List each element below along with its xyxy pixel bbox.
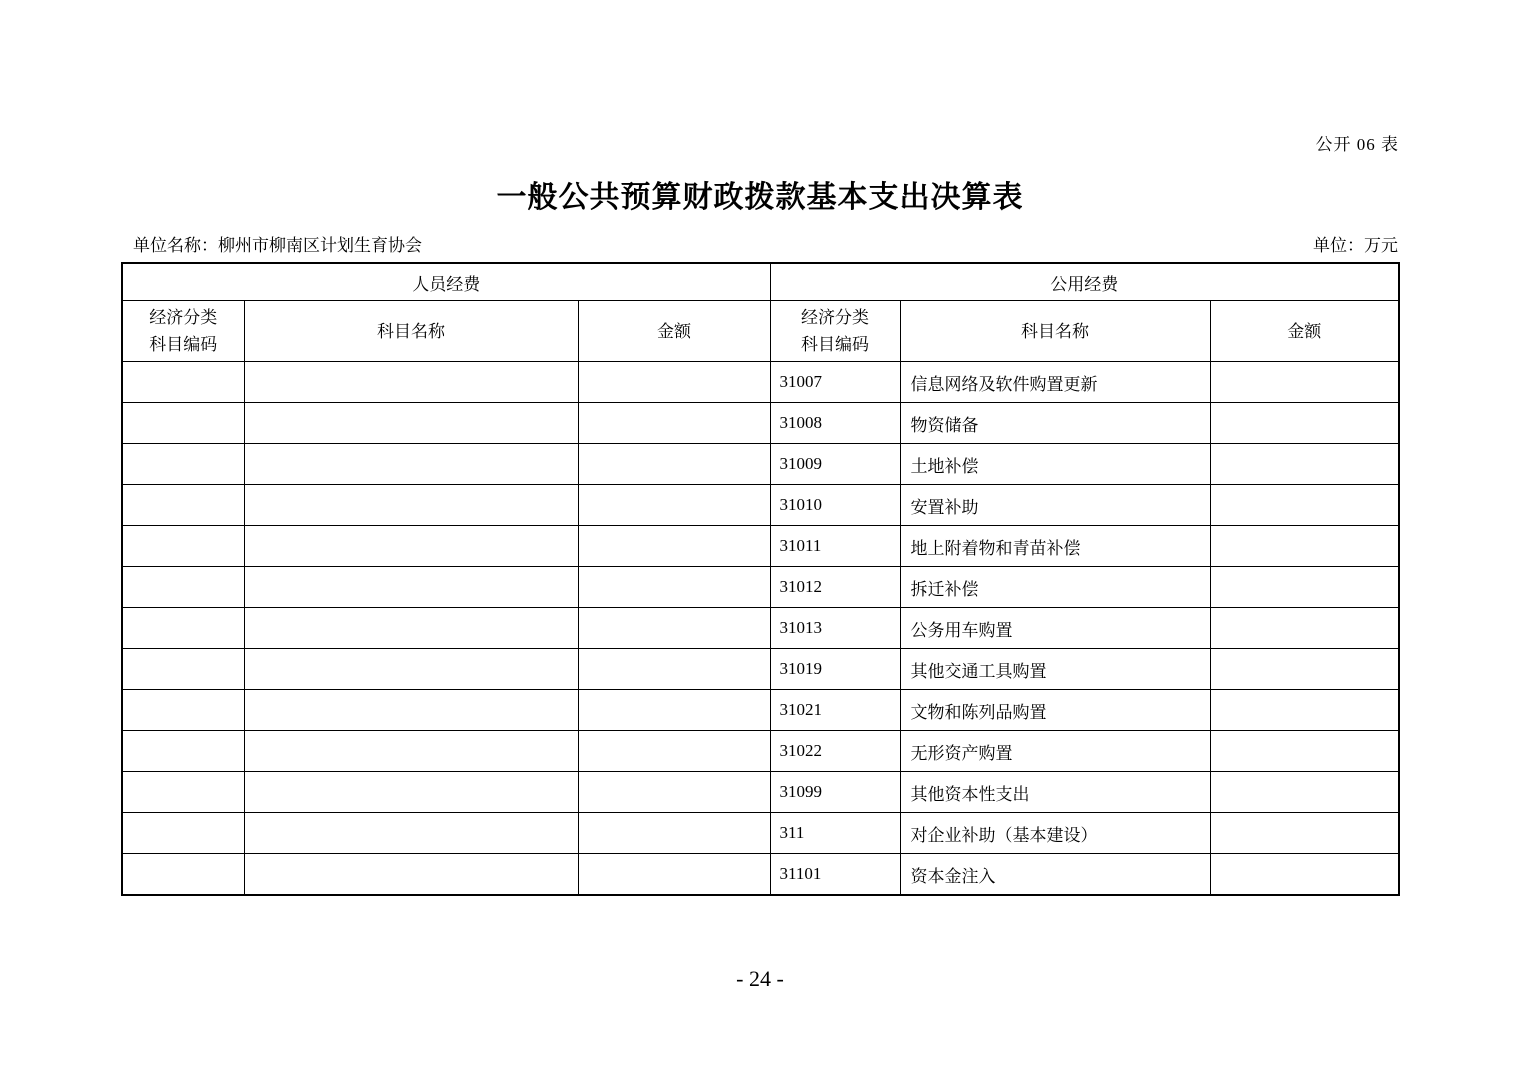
expenditure-table (121, 262, 1400, 896)
right-name-cell: 土地补偿 (900, 444, 1210, 485)
left-name-cell (244, 526, 578, 567)
right-name-cell: 拆迁补偿 (900, 567, 1210, 608)
left-amount-header: 金额 (578, 301, 770, 362)
right-name-cell: 信息网络及软件购置更新 (900, 362, 1210, 403)
left-code-cell (122, 608, 244, 649)
left-amount-cell (578, 690, 770, 731)
right-amount-header: 金额 (1210, 301, 1399, 362)
right-code-cell: 31013 (770, 608, 900, 649)
right-amount-cell (1210, 690, 1399, 731)
left-code-cell (122, 485, 244, 526)
table-row (122, 854, 1399, 896)
left-amount-cell (578, 854, 770, 896)
left-name-header: 科目名称 (244, 301, 578, 362)
right-amount-cell (1210, 772, 1399, 813)
doc-number-label: 公开 06 表 (1315, 135, 1399, 154)
page-number: - 24 - (736, 966, 784, 991)
right-code-cell: 31007 (770, 362, 900, 403)
table-row (122, 813, 1399, 854)
right-code-header (770, 301, 900, 362)
right-code-cell: 31099 (770, 772, 900, 813)
left-name-cell (244, 567, 578, 608)
right-amount-cell (1210, 567, 1399, 608)
table-row (122, 690, 1399, 731)
left-name-cell (244, 608, 578, 649)
left-code-cell (122, 362, 244, 403)
left-code-cell (122, 649, 244, 690)
right-code-cell: 31011 (770, 526, 900, 567)
table-row (122, 403, 1399, 444)
right-amount-cell (1210, 649, 1399, 690)
left-amount-cell (578, 772, 770, 813)
table-row (122, 731, 1399, 772)
public-funds-header: 公用经费 (770, 263, 1399, 301)
left-name-cell (244, 649, 578, 690)
unit-name-label: 单位名称：柳州市柳南区计划生育协会 (133, 236, 422, 255)
left-name-cell (244, 690, 578, 731)
table-row (122, 567, 1399, 608)
table-row (122, 649, 1399, 690)
left-code-header-line2: 科目编码 (149, 335, 218, 354)
left-name-cell (244, 485, 578, 526)
table-row (122, 772, 1399, 813)
right-amount-cell (1210, 731, 1399, 772)
info-row (122, 231, 1398, 256)
right-name-cell: 地上附着物和青苗补偿 (900, 526, 1210, 567)
right-name-cell: 安置补助 (900, 485, 1210, 526)
left-amount-cell (578, 731, 770, 772)
left-amount-cell (578, 485, 770, 526)
right-code-cell: 31101 (770, 854, 900, 896)
right-amount-cell (1210, 813, 1399, 854)
left-name-cell (244, 444, 578, 485)
left-name-cell (244, 731, 578, 772)
left-code-cell (122, 731, 244, 772)
left-amount-cell (578, 649, 770, 690)
right-amount-cell (1210, 444, 1399, 485)
left-code-cell (122, 772, 244, 813)
table-row (122, 526, 1399, 567)
column-header-row (122, 301, 1399, 362)
left-amount-cell (578, 608, 770, 649)
right-name-cell: 物资储备 (900, 403, 1210, 444)
right-name-cell: 其他交通工具购置 (900, 649, 1210, 690)
right-code-cell: 31022 (770, 731, 900, 772)
right-name-header: 科目名称 (900, 301, 1210, 362)
right-amount-cell (1210, 485, 1399, 526)
right-amount-cell (1210, 403, 1399, 444)
right-amount-cell (1210, 526, 1399, 567)
left-name-cell (244, 362, 578, 403)
right-name-cell: 文物和陈列品购置 (900, 690, 1210, 731)
table-row (122, 485, 1399, 526)
left-name-cell (244, 772, 578, 813)
right-code-cell: 31010 (770, 485, 900, 526)
left-name-cell (244, 813, 578, 854)
page-title: 一般公共预算财政拨款基本支出决算表 (496, 181, 1024, 214)
right-code-header-line2: 科目编码 (801, 335, 870, 354)
table-row (122, 608, 1399, 649)
left-amount-cell (578, 813, 770, 854)
left-code-cell (122, 403, 244, 444)
left-name-cell (244, 854, 578, 896)
left-amount-cell (578, 362, 770, 403)
right-amount-cell (1210, 608, 1399, 649)
left-code-cell (122, 526, 244, 567)
table-body (122, 362, 1399, 896)
right-name-cell: 公务用车购置 (900, 608, 1210, 649)
left-code-cell (122, 567, 244, 608)
personnel-funds-header: 人员经费 (122, 263, 770, 301)
left-code-cell (122, 854, 244, 896)
right-code-cell: 31021 (770, 690, 900, 731)
left-code-cell (122, 813, 244, 854)
group-header-row (122, 263, 1399, 301)
left-code-header (122, 301, 244, 362)
right-name-cell: 其他资本性支出 (900, 772, 1210, 813)
left-amount-cell (578, 567, 770, 608)
right-code-cell: 31008 (770, 403, 900, 444)
left-amount-cell (578, 444, 770, 485)
right-amount-cell (1210, 854, 1399, 896)
right-code-header-line1: 经济分类 (801, 308, 870, 327)
left-code-cell (122, 690, 244, 731)
left-code-cell (122, 444, 244, 485)
right-code-cell: 31019 (770, 649, 900, 690)
right-name-cell: 无形资产购置 (900, 731, 1210, 772)
table-row (122, 362, 1399, 403)
left-code-header-line1: 经济分类 (149, 308, 218, 327)
right-code-cell: 311 (770, 813, 900, 854)
currency-unit-label: 单位：万元 (1313, 236, 1398, 255)
left-name-cell (244, 403, 578, 444)
right-name-cell: 对企业补助（基本建设） (900, 813, 1210, 854)
right-name-cell: 资本金注入 (900, 854, 1210, 896)
right-amount-cell (1210, 362, 1399, 403)
right-code-cell: 31009 (770, 444, 900, 485)
left-amount-cell (578, 526, 770, 567)
left-amount-cell (578, 403, 770, 444)
table-row (122, 444, 1399, 485)
right-code-cell: 31012 (770, 567, 900, 608)
